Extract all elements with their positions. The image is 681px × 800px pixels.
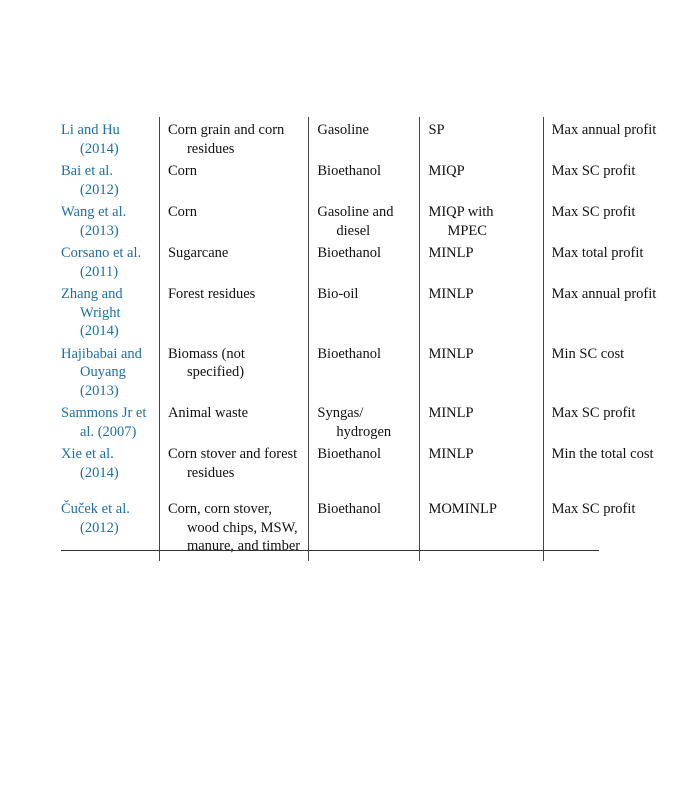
product-cell: Bioethanol xyxy=(317,345,382,362)
objective-cell: Min SC cost xyxy=(551,345,625,362)
feedstock-cell: Corn xyxy=(167,204,197,220)
objective-cell: Max SC profit xyxy=(551,501,636,517)
product-cell: Bioethanol xyxy=(317,245,382,261)
model-cell: MIQP xyxy=(428,163,465,179)
feedstock-cell: Corn, corn stover, wood chips, MSW, manure, and timber xyxy=(167,501,301,554)
product-cell: Bioethanol xyxy=(317,501,382,517)
reference-link[interactable]: Hajibabai and Ouyang (2013) xyxy=(61,345,142,399)
model-cell: SP xyxy=(428,122,445,138)
product-cell: Gasoline and diesel xyxy=(317,204,394,239)
product-cell: Bio-oil xyxy=(317,286,359,302)
literature-table xyxy=(61,117,681,561)
model-cell: MIQP with MPEC xyxy=(428,204,494,239)
reference-link[interactable]: Xie et al. (2014) xyxy=(61,446,119,481)
reference-link[interactable]: Bai et al. (2012) xyxy=(61,163,119,198)
feedstock-cell: Corn xyxy=(167,163,197,179)
model-cell: MINLP xyxy=(428,245,474,261)
reference-link[interactable]: Sammons Jr et al. (2007) xyxy=(61,405,147,440)
table-row xyxy=(61,441,681,496)
feedstock-cell: Forest residues xyxy=(167,286,256,302)
table-row xyxy=(61,199,681,240)
objective-cell: Max SC profit xyxy=(551,405,636,421)
model-cell: MINLP xyxy=(428,345,474,362)
reference-link[interactable]: Li and Hu (2014) xyxy=(61,122,120,157)
table-row xyxy=(61,240,681,281)
product-cell: Bioethanol xyxy=(317,163,382,179)
feedstock-cell: Biomass (not specified) xyxy=(167,345,245,380)
table-row xyxy=(61,281,681,341)
feedstock-cell: Sugarcane xyxy=(167,245,229,261)
table-row xyxy=(61,158,681,199)
reference-link[interactable]: Zhang and Wright (2014) xyxy=(61,286,123,339)
reference-link[interactable]: Wang et al. (2013) xyxy=(61,204,127,239)
objective-cell: Max SC profit xyxy=(551,163,636,179)
objective-cell: Min the total cost xyxy=(551,446,654,462)
objective-cell: Max total profit xyxy=(551,245,644,261)
table-bottom-rule xyxy=(61,550,599,551)
objective-cell: Max SC profit xyxy=(551,204,636,220)
model-cell: MOMINLP xyxy=(428,501,497,517)
model-cell: MINLP xyxy=(428,405,474,421)
table-row xyxy=(61,400,681,441)
objective-cell: Max annual profit xyxy=(551,122,657,138)
reference-link[interactable]: Čuček et al. (2012) xyxy=(61,501,130,536)
model-cell: MINLP xyxy=(428,446,474,462)
model-cell: MINLP xyxy=(428,286,474,302)
reference-link[interactable]: Corsano et al. (2011) xyxy=(61,245,142,280)
product-cell: Gasoline xyxy=(317,122,369,138)
product-cell: Syngas/ hydrogen xyxy=(317,405,392,440)
objective-cell: Max annual profit xyxy=(551,286,657,302)
feedstock-cell: Corn grain and corn residues xyxy=(167,122,285,157)
product-cell: Bioethanol xyxy=(317,446,382,462)
feedstock-cell: Animal waste xyxy=(167,405,249,421)
feedstock-cell: Corn stover and forest residues xyxy=(167,446,298,481)
table-row xyxy=(61,341,681,401)
table-row xyxy=(61,117,681,158)
